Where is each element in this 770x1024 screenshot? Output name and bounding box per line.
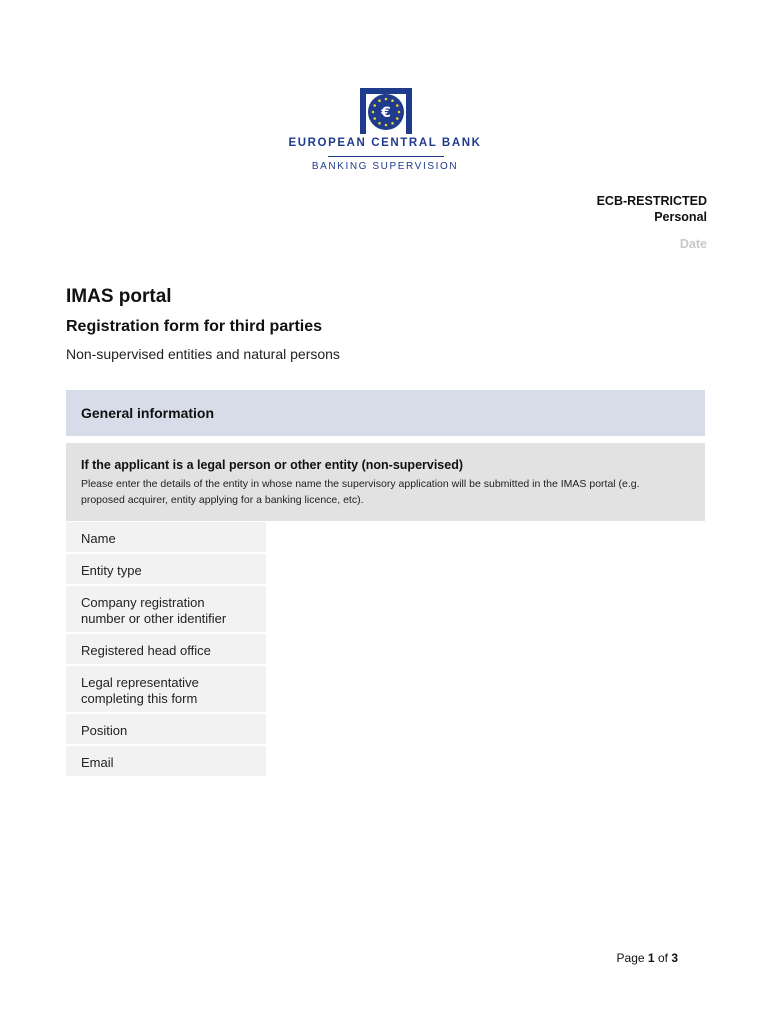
total-pages: 3 [671, 951, 678, 965]
section-heading: General information [66, 390, 705, 436]
subsection-box [66, 443, 705, 521]
document-title: IMAS portal [66, 286, 172, 307]
current-page: 1 [647, 951, 655, 965]
euro-stars-icon [360, 88, 412, 134]
field-label-position: Position [66, 714, 266, 744]
document-description: Non-supervised entities and natural persons [66, 346, 340, 362]
subsection-description: Please enter the details of the entity in whose name the supervisory application will be submitted in the IMAS portal (e.g. proposed acquirer, entity applying for a banking licence, etc). [81, 478, 640, 506]
classification-level: ECB-RESTRICTED [596, 194, 707, 208]
date-placeholder: Date [679, 237, 707, 251]
field-label-email: Email [66, 746, 266, 776]
field-label-registered-head-office: Registered head office [66, 634, 266, 664]
of-word: of [657, 951, 668, 965]
page-indicator [617, 951, 678, 965]
subsection-title: If the applicant is a legal person or other entity (non-supervised) [81, 458, 464, 472]
svg-text:€: € [381, 105, 391, 121]
classification-category: Personal [654, 210, 707, 224]
field-label-company-registration: Company registration number or other identifier [66, 586, 266, 632]
logo-title: EUROPEAN CENTRAL BANK [288, 137, 482, 149]
page-word: Page [616, 951, 645, 965]
classification-block [597, 193, 707, 225]
field-label-legal-representative: Legal representative completing this form [66, 666, 266, 712]
ecb-logo [278, 86, 492, 178]
logo-divider [328, 156, 444, 157]
field-list [66, 522, 266, 778]
logo-subtitle: BANKING SUPERVISION [311, 161, 459, 172]
document-subtitle: Registration form for third parties [66, 318, 323, 335]
field-label-name: Name [66, 522, 266, 552]
field-label-entity-type: Entity type [66, 554, 266, 584]
